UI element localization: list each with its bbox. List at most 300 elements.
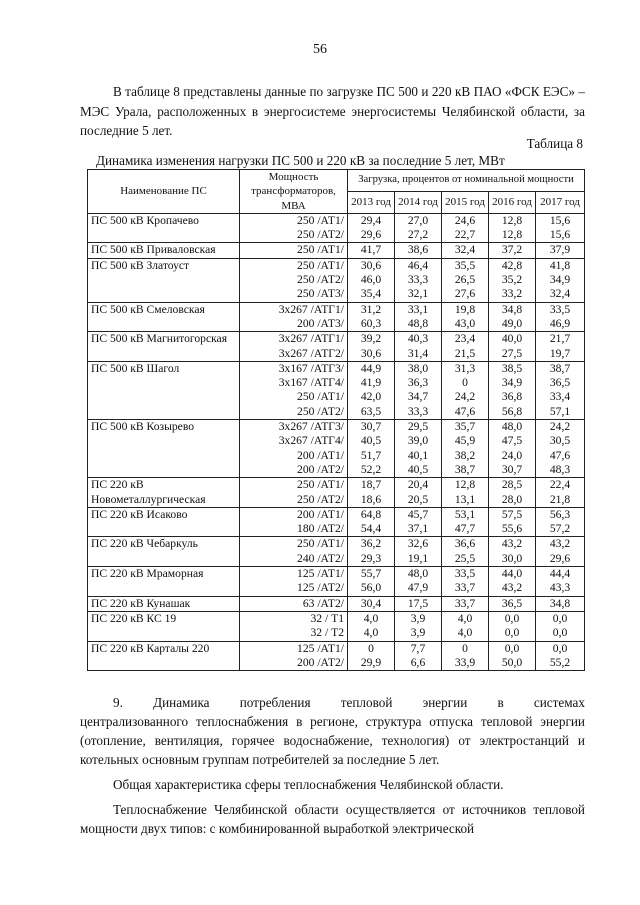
substation-name: ПС 220 кВ КС 19 (88, 611, 240, 641)
load-value: 33,9 (454, 655, 476, 669)
table-row (88, 361, 585, 419)
load-value-y2013 (348, 537, 395, 567)
load-value: 34,9 (549, 273, 571, 287)
load-value: 41,9 (360, 376, 382, 390)
load-value: 12,8 (501, 213, 523, 227)
transformer-line: 3х267 /АТГ3/ (278, 420, 344, 434)
load-value: 30,4 (360, 596, 382, 610)
load-value: 52,2 (360, 462, 382, 476)
transformer-line: 125 /АТ2/ (297, 581, 344, 595)
load-value: 32,4 (549, 287, 571, 301)
load-value: 4,0 (457, 611, 473, 625)
load-value: 29,9 (360, 655, 382, 669)
substation-name: ПС 500 кВ Смеловская (88, 302, 240, 332)
load-value: 30,6 (360, 346, 382, 360)
load-value: 36,2 (360, 537, 382, 551)
load-value: 44,9 (360, 361, 382, 375)
load-value-y2016 (489, 611, 536, 641)
substation-name: ПС 220 кВ Кунашак (88, 596, 240, 611)
load-value-y2017 (536, 420, 585, 478)
header-year: 2016 год (489, 191, 536, 213)
load-value-y2014 (395, 420, 442, 478)
substation-name: ПС 220 кВ Карталы 220 (88, 641, 240, 671)
load-value: 64,8 (360, 507, 382, 521)
load-value: 18,7 (360, 478, 382, 492)
table-caption: Динамика изменения нагрузки ПС 500 и 220 кВ за последние 5 лет, МВт (96, 153, 505, 168)
transformer-line: 200 /АТ2/ (297, 462, 344, 476)
load-value: 0,0 (552, 641, 568, 655)
load-value: 34,7 (407, 390, 429, 404)
load-value: 38,2 (454, 448, 476, 462)
load-value: 21,7 (549, 332, 571, 346)
load-value: 48,0 (501, 420, 523, 434)
load-value-y2013 (348, 567, 395, 597)
load-value: 47,7 (454, 522, 476, 536)
load-value: 36,6 (454, 537, 476, 551)
table-row (88, 611, 585, 641)
transformer-line: 250 /АТ1/ (297, 390, 344, 404)
load-value: 35,7 (454, 420, 476, 434)
load-value: 48,3 (549, 462, 571, 476)
transformer-line: 63 /АТ2/ (302, 596, 344, 610)
load-value: 25,5 (454, 551, 476, 565)
load-value: 56,0 (360, 581, 382, 595)
table-row (88, 537, 585, 567)
load-value: 0,0 (504, 641, 520, 655)
transformer-power (240, 596, 348, 611)
load-value: 29,6 (360, 228, 382, 242)
load-value-y2014 (395, 361, 442, 419)
header-power: Мощность трансформаторов, МВА (240, 170, 348, 214)
load-value-y2013 (348, 361, 395, 419)
section-9-word: 9. (113, 695, 123, 710)
load-value: 32,6 (407, 537, 429, 551)
load-value: 53,1 (454, 507, 476, 521)
header-year: 2017 год (536, 191, 585, 213)
transformer-line: 250 /АТ2/ (297, 273, 344, 287)
transformer-line: 200 /АТ2/ (297, 655, 344, 669)
transformer-line: 240 /АТ2/ (297, 551, 344, 565)
transformer-power (240, 361, 348, 419)
section-9-word: системах (533, 695, 585, 710)
transformer-line: 250 /АТ2/ (297, 228, 344, 242)
load-value-y2017 (536, 302, 585, 332)
load-value: 30,7 (360, 420, 382, 434)
load-value-y2016 (489, 213, 536, 243)
load-value-y2013 (348, 213, 395, 243)
load-value-y2016 (489, 361, 536, 419)
load-value: 4,0 (363, 626, 379, 640)
load-value: 34,8 (549, 596, 571, 610)
load-value: 43,2 (501, 537, 523, 551)
load-value-y2017 (536, 243, 585, 258)
load-value-y2015 (442, 420, 489, 478)
load-value-y2016 (489, 478, 536, 508)
load-value: 42,0 (360, 390, 382, 404)
load-value: 7,7 (410, 641, 426, 655)
substation-name: ПС 220 кВ Новометаллургическая (88, 478, 240, 508)
load-value: 30,0 (501, 551, 523, 565)
load-value-y2015 (442, 641, 489, 671)
transformer-power (240, 332, 348, 362)
transformer-line: 200 /АТ1/ (297, 448, 344, 462)
load-value: 29,5 (407, 420, 429, 434)
load-value-y2014 (395, 243, 442, 258)
load-value-y2017 (536, 332, 585, 362)
transformer-power (240, 537, 348, 567)
load-value: 56,3 (549, 507, 571, 521)
load-value: 56,8 (501, 404, 523, 418)
header-year: 2015 год (442, 191, 489, 213)
table-row (88, 478, 585, 508)
general-heading: Общая характеристика сферы теплоснабжения Челябинской области. (113, 777, 504, 792)
load-value: 47,5 (501, 434, 523, 448)
load-value-y2014 (395, 213, 442, 243)
load-value-y2015 (442, 507, 489, 537)
section-9-word: тепловой (340, 695, 393, 710)
load-value: 51,7 (360, 448, 382, 462)
load-value-y2016 (489, 567, 536, 597)
transformer-power (240, 258, 348, 302)
transformer-power (240, 641, 348, 671)
load-value-y2016 (489, 641, 536, 671)
load-value: 30,6 (360, 258, 382, 272)
load-value: 47,6 (454, 404, 476, 418)
load-value-y2013 (348, 611, 395, 641)
header-name: Наименование ПС (88, 170, 240, 214)
load-value: 33,2 (501, 287, 523, 301)
transformer-line: 200 /АТ3/ (297, 316, 344, 330)
load-value: 31,3 (454, 361, 476, 375)
load-value-y2014 (395, 332, 442, 362)
load-value: 28,5 (501, 478, 523, 492)
load-value: 20,5 (407, 492, 429, 506)
load-value-y2015 (442, 243, 489, 258)
transformer-line: 250 /АТ2/ (297, 492, 344, 506)
substation-name: ПС 500 кВ Златоуст (88, 258, 240, 302)
transformer-line: 180 /АТ2/ (297, 522, 344, 536)
load-value: 55,6 (501, 522, 523, 536)
load-value-y2016 (489, 302, 536, 332)
section-9-word: в (497, 695, 504, 710)
load-value: 38,0 (407, 361, 429, 375)
load-value: 39,0 (407, 434, 429, 448)
transformer-line: 3х267 /АТГ4/ (278, 434, 344, 448)
section-9-word: энергии (422, 695, 468, 710)
load-value-y2015 (442, 611, 489, 641)
table-row (88, 641, 585, 671)
load-value: 45,7 (407, 507, 429, 521)
load-value: 33,7 (454, 581, 476, 595)
load-value: 43,2 (501, 581, 523, 595)
load-value-y2014 (395, 302, 442, 332)
load-value: 55,7 (360, 567, 382, 581)
load-value: 26,5 (454, 273, 476, 287)
transformer-power (240, 243, 348, 258)
load-value-y2015 (442, 213, 489, 243)
load-value-y2017 (536, 361, 585, 419)
transformer-line: 250 /АТ1/ (297, 243, 344, 257)
load-value-y2017 (536, 258, 585, 302)
table-row (88, 213, 585, 243)
load-value-y2017 (536, 611, 585, 641)
table-row (88, 567, 585, 597)
load-value: 24,2 (549, 420, 571, 434)
load-value: 24,6 (454, 213, 476, 227)
load-value-y2015 (442, 567, 489, 597)
load-value: 24,0 (501, 448, 523, 462)
load-value: 12,8 (501, 228, 523, 242)
transformer-line: 250 /АТ1/ (297, 258, 344, 272)
load-value: 20,4 (407, 478, 429, 492)
load-value: 0,0 (552, 611, 568, 625)
load-value: 36,5 (549, 376, 571, 390)
table-row (88, 420, 585, 478)
load-value-y2013 (348, 641, 395, 671)
load-value-y2014 (395, 507, 442, 537)
load-value-y2016 (489, 420, 536, 478)
substation-name: ПС 500 кВ Приваловская (88, 243, 240, 258)
load-value: 40,5 (407, 462, 429, 476)
transformer-line: 125 /АТ1/ (297, 567, 344, 581)
load-value: 48,0 (407, 567, 429, 581)
load-value-y2015 (442, 361, 489, 419)
substation-name: ПС 500 кВ Кропачево (88, 213, 240, 243)
transformer-line: 3х267 /АТГ1/ (278, 302, 344, 316)
load-value: 27,0 (407, 213, 429, 227)
load-value: 32,4 (454, 243, 476, 257)
load-value: 47,6 (549, 448, 571, 462)
table-body (88, 213, 585, 670)
load-value-y2015 (442, 537, 489, 567)
load-value: 50,0 (501, 655, 523, 669)
load-value: 37,2 (501, 243, 523, 257)
load-value: 33,3 (407, 273, 429, 287)
load-value-y2017 (536, 567, 585, 597)
section-9 (80, 693, 585, 838)
load-value: 30,7 (501, 462, 523, 476)
transformer-power (240, 478, 348, 508)
load-value: 13,1 (454, 492, 476, 506)
load-value: 35,5 (454, 258, 476, 272)
table-row (88, 507, 585, 537)
transformer-line: 250 /АТ2/ (297, 404, 344, 418)
load-value: 57,2 (549, 522, 571, 536)
substation-name: ПС 500 кВ Магнитогорская (88, 332, 240, 362)
section-9-rest: централизованного теплоснабжения в регионе, структура отпуска тепловой энергии (отопление, вентиляция, горячее водоснабжение, технология) от электростанций и котельных основным группам потребителей за последние 5 лет. (80, 714, 585, 767)
load-value-y2014 (395, 537, 442, 567)
load-value: 44,4 (549, 567, 571, 581)
load-table (87, 169, 585, 671)
header-year: 2013 год (348, 191, 395, 213)
load-value: 49,0 (501, 316, 523, 330)
load-value: 22,7 (454, 228, 476, 242)
load-value: 0 (462, 376, 468, 390)
load-value-y2014 (395, 567, 442, 597)
load-value: 38,6 (407, 243, 429, 257)
load-value: 45,9 (454, 434, 476, 448)
load-value: 40,5 (360, 434, 382, 448)
load-value: 0 (462, 641, 468, 655)
load-value: 23,4 (454, 332, 476, 346)
load-value: 3,9 (410, 626, 426, 640)
load-value-y2016 (489, 243, 536, 258)
substation-name: ПС 220 кВ Исаково (88, 507, 240, 537)
table-label: Таблица 8 (526, 136, 583, 151)
load-value-y2013 (348, 478, 395, 508)
load-value: 43,0 (454, 316, 476, 330)
load-value: 19,8 (454, 302, 476, 316)
load-value: 42,8 (501, 258, 523, 272)
load-value: 55,2 (549, 655, 571, 669)
load-value: 39,2 (360, 332, 382, 346)
load-value-y2017 (536, 213, 585, 243)
load-value: 15,6 (549, 228, 571, 242)
load-value-y2015 (442, 596, 489, 611)
load-value: 21,5 (454, 346, 476, 360)
load-value: 27,2 (407, 228, 429, 242)
load-value: 31,2 (360, 302, 382, 316)
transformer-line: 3х167 /АТГ3/ (278, 361, 344, 375)
load-value: 54,4 (360, 522, 382, 536)
transformer-line: 32 / Т1 (310, 611, 344, 625)
load-value: 35,4 (360, 287, 382, 301)
load-value: 40,0 (501, 332, 523, 346)
load-value: 38,5 (501, 361, 523, 375)
load-value: 0,0 (552, 626, 568, 640)
substation-name: ПС 500 кВ Козырево (88, 420, 240, 478)
load-value: 6,6 (410, 655, 426, 669)
load-value: 27,5 (501, 346, 523, 360)
transformer-power (240, 567, 348, 597)
load-value: 36,5 (501, 596, 523, 610)
load-value: 36,8 (501, 390, 523, 404)
table-row (88, 332, 585, 362)
load-value: 33,3 (407, 404, 429, 418)
load-value: 48,8 (407, 316, 429, 330)
load-value: 46,9 (549, 316, 571, 330)
transformer-line: 3х267 /АТГ2/ (278, 346, 344, 360)
transformer-line: 250 /АТ1/ (297, 478, 344, 492)
load-value: 37,9 (549, 243, 571, 257)
header-load: Загрузка, процентов от номинальной мощности (348, 170, 585, 192)
load-value: 43,3 (549, 581, 571, 595)
substation-name: ПС 220 кВ Чебаркуль (88, 537, 240, 567)
load-value-y2017 (536, 596, 585, 611)
intro-text: В таблице 8 представлены данные по загрузке ПС 500 и 220 кВ ПАО «ФСК ЕЭС» – МЭС Урала, расположенных в энергосистеме энергосистемы Челябинской области, за последние 5 лет. (80, 84, 585, 138)
load-value: 18,6 (360, 492, 382, 506)
load-value: 36,3 (407, 376, 429, 390)
load-value: 28,0 (501, 492, 523, 506)
load-value-y2017 (536, 478, 585, 508)
load-value: 41,8 (549, 258, 571, 272)
load-value: 0,0 (504, 626, 520, 640)
load-value: 46,4 (407, 258, 429, 272)
section-9-word: Динамика (153, 695, 210, 710)
load-value-y2013 (348, 507, 395, 537)
load-value: 60,3 (360, 316, 382, 330)
load-value: 27,6 (454, 287, 476, 301)
load-value-y2016 (489, 258, 536, 302)
load-value: 35,2 (501, 273, 523, 287)
load-value-y2017 (536, 641, 585, 671)
load-value: 57,5 (501, 507, 523, 521)
load-value: 38,7 (549, 361, 571, 375)
load-value-y2015 (442, 302, 489, 332)
load-value: 46,0 (360, 273, 382, 287)
intro-paragraph (80, 82, 585, 141)
load-value-y2013 (348, 258, 395, 302)
load-value-y2014 (395, 611, 442, 641)
load-value: 22,4 (549, 478, 571, 492)
transformer-line: 250 /АТ1/ (297, 537, 344, 551)
load-value: 15,6 (549, 213, 571, 227)
page-number: 56 (313, 42, 327, 57)
load-value-y2017 (536, 537, 585, 567)
table-row (88, 596, 585, 611)
load-value-y2013 (348, 332, 395, 362)
load-value: 4,0 (363, 611, 379, 625)
load-value: 4,0 (457, 626, 473, 640)
load-value-y2017 (536, 507, 585, 537)
transformer-power (240, 302, 348, 332)
load-value-y2014 (395, 641, 442, 671)
load-value: 33,1 (407, 302, 429, 316)
load-value-y2014 (395, 596, 442, 611)
load-value: 0,0 (504, 611, 520, 625)
transformer-line: 3х167 /АТГ4/ (278, 376, 344, 390)
load-value: 41,7 (360, 243, 382, 257)
load-value: 3,9 (410, 611, 426, 625)
header-year: 2014 год (395, 191, 442, 213)
load-value-y2015 (442, 258, 489, 302)
transformer-line: 125 /АТ1/ (297, 641, 344, 655)
load-value: 34,8 (501, 302, 523, 316)
load-value-y2015 (442, 332, 489, 362)
load-value: 43,2 (549, 537, 571, 551)
load-value: 44,0 (501, 567, 523, 581)
section-9-first-line (80, 693, 585, 712)
load-value: 29,6 (549, 551, 571, 565)
load-value-y2013 (348, 420, 395, 478)
load-value-y2014 (395, 258, 442, 302)
load-value: 19,1 (407, 551, 429, 565)
load-value: 33,4 (549, 390, 571, 404)
transformer-line: 32 / Т2 (310, 626, 344, 640)
table-row (88, 243, 585, 258)
load-value: 30,5 (549, 434, 571, 448)
transformer-line: 200 /АТ1/ (297, 507, 344, 521)
load-value: 21,8 (549, 492, 571, 506)
transformer-power (240, 213, 348, 243)
transformer-power (240, 507, 348, 537)
transformer-power (240, 611, 348, 641)
load-value: 33,5 (454, 567, 476, 581)
load-value: 63,5 (360, 404, 382, 418)
load-value: 12,8 (454, 478, 476, 492)
load-value-y2016 (489, 332, 536, 362)
load-value-y2013 (348, 302, 395, 332)
substation-name: ПС 220 кВ Мраморная (88, 567, 240, 597)
load-value: 33,7 (454, 596, 476, 610)
load-value: 33,5 (549, 302, 571, 316)
load-value-y2014 (395, 478, 442, 508)
load-value-y2013 (348, 243, 395, 258)
load-value: 19,7 (549, 346, 571, 360)
load-value-y2013 (348, 596, 395, 611)
load-value: 31,4 (407, 346, 429, 360)
table-row (88, 258, 585, 302)
